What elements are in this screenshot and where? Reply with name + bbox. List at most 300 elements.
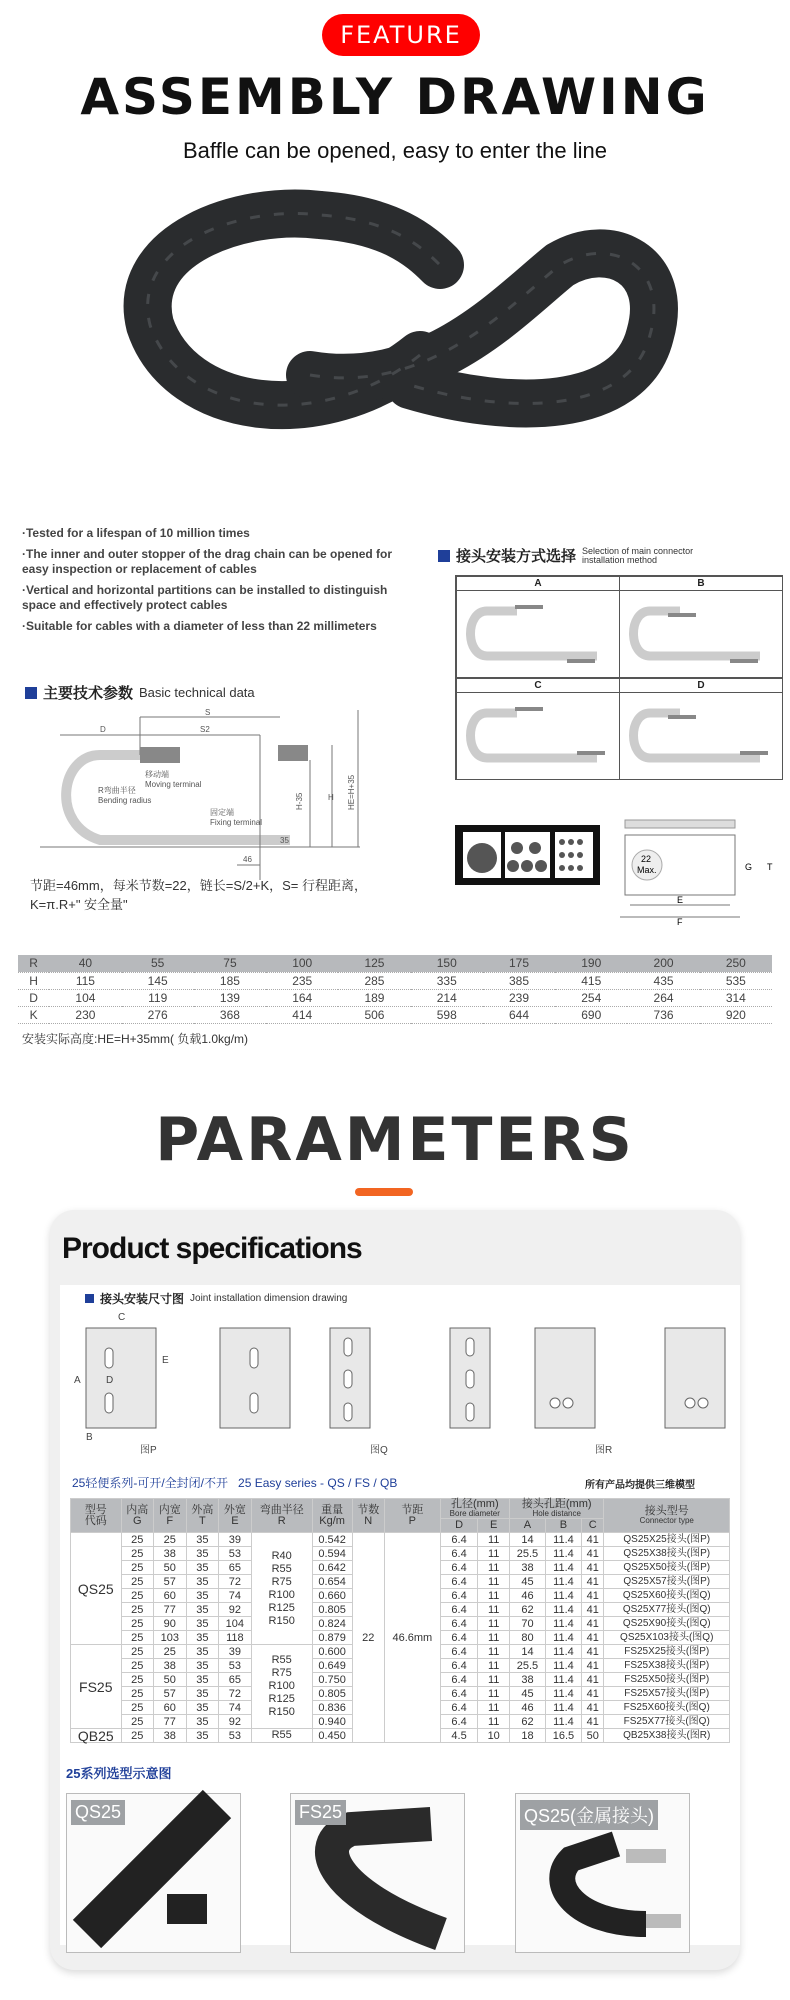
joint-heading — [85, 1290, 347, 1307]
header-text: T — [198, 1514, 206, 1527]
table-cell: 11 — [478, 1589, 510, 1603]
table-cell: 55 — [122, 955, 194, 972]
connector-heading — [438, 545, 693, 566]
table-cell: 35 — [186, 1701, 219, 1715]
spec-table — [70, 1498, 730, 1743]
table-cell: 40 — [49, 955, 121, 972]
table-cell: 6.4 — [440, 1589, 478, 1603]
table-cell: 11.4 — [545, 1561, 581, 1575]
radius-value: R75 — [271, 1575, 292, 1588]
table-cell: K — [18, 1006, 49, 1023]
radius-value: R40 — [271, 1549, 292, 1562]
install-height-note: 安装实际高度:HE=H+35mm( 负载1.0kg/m) — [22, 1032, 249, 1046]
parameters-title: PARAMETERS — [155, 1105, 635, 1175]
table-cell: 10 — [478, 1729, 510, 1743]
table-cell: 25 — [121, 1589, 154, 1603]
dim-c: C — [118, 1312, 126, 1323]
table-cell: 6.4 — [440, 1687, 478, 1701]
table-cell: 25 — [121, 1631, 154, 1645]
table-cell: QS25X57接头(图P) — [604, 1575, 730, 1589]
label-fix-cn: 固定端 — [210, 808, 234, 817]
pitch: 46.6mm — [385, 1533, 441, 1743]
table-cell: 6.4 — [440, 1533, 478, 1547]
model-code: QS25 — [71, 1533, 122, 1645]
table-cell: 25.5 — [509, 1547, 545, 1561]
table-cell: 53 — [219, 1659, 252, 1673]
col-t — [186, 1499, 219, 1533]
table-cell: 11.4 — [545, 1645, 581, 1659]
header-text: P — [408, 1514, 417, 1527]
selection-heading: 25系列选型示意图 — [66, 1766, 172, 1781]
table-cell: 80 — [509, 1631, 545, 1645]
table-cell: D — [18, 989, 49, 1006]
table-cell: 435 — [627, 972, 699, 989]
dim-b: B — [86, 1432, 93, 1443]
formula-line: K=π.R+" 安全量" — [30, 897, 128, 912]
table-cell: 11.4 — [545, 1673, 581, 1687]
table-cell: 35 — [186, 1729, 219, 1743]
table-cell: 506 — [338, 1006, 410, 1023]
table-cell: 57 — [154, 1687, 187, 1701]
formula-text — [30, 876, 367, 914]
radius-value: R150 — [268, 1706, 295, 1718]
table-cell: 6.4 — [440, 1673, 478, 1687]
table-cell: FS25X60接头(图Q) — [604, 1701, 730, 1715]
dim-t: T — [767, 862, 773, 872]
table-cell: 535 — [700, 972, 772, 989]
header-text: 外高 — [191, 1503, 214, 1516]
heading-cn: 接头安装方式选择 — [456, 548, 577, 565]
label-s: S — [205, 708, 211, 717]
table-cell: QS25X38接头(图P) — [604, 1547, 730, 1561]
table-row — [18, 1006, 772, 1023]
feature-item: ·The inner and outer stopper of the drag chain can be opened for easy inspection or replacement of cables — [22, 547, 393, 576]
col-a: A — [509, 1519, 545, 1533]
radius-value: R55 — [271, 1729, 292, 1741]
label-h: H — [328, 793, 334, 802]
table-cell: 6.4 — [440, 1547, 478, 1561]
table-cell: 11 — [478, 1575, 510, 1589]
table-cell: 35 — [186, 1631, 219, 1645]
table-cell: 25 — [121, 1547, 154, 1561]
col-bore — [440, 1499, 509, 1519]
table-cell: 60 — [154, 1589, 187, 1603]
table-cell: 6.4 — [440, 1645, 478, 1659]
table-cell: 25 — [121, 1701, 154, 1715]
table-cell: 25.5 — [509, 1659, 545, 1673]
table-cell: 41 — [581, 1645, 604, 1659]
table-cell: 41 — [581, 1533, 604, 1547]
header-text: 内宽 — [158, 1503, 181, 1516]
label-bend-en: Bending radius — [98, 796, 152, 805]
table-cell: FS25X25接头(图P) — [604, 1645, 730, 1659]
table-cell: QS25X77接头(图Q) — [604, 1603, 730, 1617]
weight-cell: 0.750 — [312, 1673, 352, 1687]
label-s2: S2 — [200, 725, 210, 734]
table-cell: 18 — [509, 1729, 545, 1743]
table-cell: 598 — [411, 1006, 483, 1023]
weight-cell: 0.450 — [312, 1729, 352, 1743]
table-cell: 14 — [509, 1645, 545, 1659]
series-cn: 25轻便系列-可开/全封闭/不开 — [72, 1476, 229, 1490]
table-cell: FS25X77接头(图Q) — [604, 1715, 730, 1729]
table-cell: 6.4 — [440, 1603, 478, 1617]
table-row — [18, 972, 772, 989]
table-cell: 92 — [219, 1715, 252, 1729]
table-cell: QS25X103接头(图Q) — [604, 1631, 730, 1645]
accent-bar — [355, 1188, 413, 1196]
table-cell: 35 — [186, 1533, 219, 1547]
header-text: E — [231, 1514, 239, 1527]
table-cell: QS25X60接头(图Q) — [604, 1589, 730, 1603]
feature-list — [22, 526, 422, 640]
weight-cell: 0.642 — [312, 1561, 352, 1575]
chain-layout-diagram — [457, 693, 617, 779]
radius-value: R100 — [268, 1680, 295, 1692]
table-cell: 62 — [509, 1715, 545, 1729]
connector-option-b — [619, 576, 783, 678]
table-cell: FS25X50接头(图P) — [604, 1673, 730, 1687]
table-cell: 100 — [266, 955, 338, 972]
table-cell: 50 — [154, 1673, 187, 1687]
table-cell: 150 — [411, 955, 483, 972]
table-cell: 11 — [478, 1673, 510, 1687]
table-cell: 6.4 — [440, 1659, 478, 1673]
heading-en: Joint installation dimension drawing — [190, 1293, 348, 1304]
table-cell: 41 — [581, 1687, 604, 1701]
table-cell: 11 — [478, 1659, 510, 1673]
heading-cn: 接头安装尺寸图 — [100, 1292, 185, 1306]
option-label: A — [457, 577, 619, 591]
table-cell: 41 — [581, 1617, 604, 1631]
radius-value: R125 — [268, 1693, 295, 1705]
table-cell: 39 — [219, 1645, 252, 1659]
weight-cell: 0.836 — [312, 1701, 352, 1715]
table-cell: 6.4 — [440, 1617, 478, 1631]
label-46: 46 — [243, 855, 252, 864]
table-cell: 25 — [121, 1575, 154, 1589]
table-cell: 690 — [555, 1006, 627, 1023]
fig-p-label: 图P — [140, 1445, 157, 1456]
formula-line: 节距=46mm，每米节数=22，链长=S/2+K，S= 行程距离， — [30, 878, 368, 893]
table-cell: 385 — [483, 972, 555, 989]
table-cell: 119 — [122, 989, 194, 1006]
label-h35: H-35 — [295, 792, 304, 810]
table-cell: 25 — [121, 1673, 154, 1687]
table-cell: QS25X25接头(图P) — [604, 1533, 730, 1547]
table-cell: 25 — [121, 1659, 154, 1673]
table-cell: 264 — [627, 989, 699, 1006]
table-cell: 77 — [154, 1603, 187, 1617]
col-c: C — [581, 1519, 604, 1533]
table-cell: 11.4 — [545, 1701, 581, 1715]
table-cell: 11.4 — [545, 1659, 581, 1673]
table-cell: 46 — [509, 1589, 545, 1603]
table-cell: 41 — [581, 1659, 604, 1673]
table-cell: 41 — [581, 1631, 604, 1645]
table-row — [18, 989, 772, 1006]
col-b: B — [545, 1519, 581, 1533]
table-cell: 25 — [121, 1617, 154, 1631]
radius-value: R55 — [271, 1654, 292, 1666]
table-cell: 35 — [186, 1547, 219, 1561]
table-cell: 230 — [49, 1006, 121, 1023]
table-cell: 104 — [219, 1617, 252, 1631]
header-sub: Hole distance — [532, 1509, 581, 1518]
weight-cell: 0.805 — [312, 1687, 352, 1701]
table-cell: 25 — [154, 1645, 187, 1659]
table-cell: 72 — [219, 1575, 252, 1589]
option-label: C — [457, 679, 619, 693]
heading-cn: 主要技术参数 — [43, 685, 134, 702]
table-cell: 6.4 — [440, 1575, 478, 1589]
bullet-square-icon — [25, 687, 37, 699]
table-cell: 70 — [509, 1617, 545, 1631]
header-text: 孔径(mm) — [450, 1498, 499, 1510]
table-cell: 11 — [478, 1547, 510, 1561]
chain-layout-diagram — [620, 693, 780, 779]
col-f — [154, 1499, 187, 1533]
table-cell: FS25X38接头(图P) — [604, 1659, 730, 1673]
table-cell: 276 — [122, 1006, 194, 1023]
table-cell: 335 — [411, 972, 483, 989]
table-cell: 185 — [194, 972, 266, 989]
table-cell: 414 — [266, 1006, 338, 1023]
header-text: 外宽 — [223, 1503, 246, 1516]
table-cell: 11 — [478, 1687, 510, 1701]
table-cell: 50 — [581, 1729, 604, 1743]
card-title: Product specifications — [62, 1232, 362, 1265]
table-cell: 189 — [338, 989, 410, 1006]
header-text: 节数 — [357, 1503, 380, 1516]
table-cell: 6.4 — [440, 1631, 478, 1645]
col-connector-type — [604, 1499, 730, 1533]
header-text: Kg/m — [319, 1514, 345, 1527]
weight-cell: 0.594 — [312, 1547, 352, 1561]
fig-q-label: 图Q — [370, 1445, 388, 1456]
page-subtitle: Baffle can be opened, easy to enter the line — [182, 138, 607, 163]
dim-g: G — [745, 862, 753, 872]
table-cell: 16.5 — [545, 1729, 581, 1743]
table-cell: 25 — [154, 1533, 187, 1547]
table-cell: 41 — [581, 1673, 604, 1687]
photo-qs25 — [66, 1793, 241, 1953]
table-cell: 11 — [478, 1631, 510, 1645]
table-cell: 62 — [509, 1603, 545, 1617]
link-count: 22 — [352, 1533, 385, 1743]
header-text: N — [364, 1514, 373, 1527]
table-cell: 38 — [509, 1561, 545, 1575]
weight-cell: 0.824 — [312, 1617, 352, 1631]
table-cell: 11.4 — [545, 1575, 581, 1589]
table-cell: 11 — [478, 1603, 510, 1617]
table-cell: 50 — [154, 1561, 187, 1575]
table-cell: 53 — [219, 1547, 252, 1561]
max-label-sub: Max. — [637, 865, 657, 875]
table-cell: 920 — [700, 1006, 772, 1023]
table-cell: 41 — [581, 1589, 604, 1603]
header-text: R — [277, 1514, 286, 1527]
weight-cell: 0.660 — [312, 1589, 352, 1603]
table-cell: 200 — [627, 955, 699, 972]
table-cell: 38 — [154, 1547, 187, 1561]
table-cell: 72 — [219, 1687, 252, 1701]
radius-table — [18, 955, 772, 1024]
option-label: D — [620, 679, 782, 693]
table-cell: 35 — [186, 1673, 219, 1687]
table-cell: 38 — [509, 1673, 545, 1687]
heading-en-1: Selection of main connector — [582, 545, 694, 556]
table-cell: 25 — [121, 1561, 154, 1575]
table-cell: 644 — [483, 1006, 555, 1023]
weight-cell: 0.940 — [312, 1715, 352, 1729]
header-text: G — [132, 1514, 142, 1527]
table-cell: 11.4 — [545, 1589, 581, 1603]
label-d: D — [100, 725, 106, 734]
3d-model-note: 所有产品均提供三维模型 — [585, 1480, 695, 1491]
table-cell: 285 — [338, 972, 410, 989]
radius-value: R150 — [268, 1614, 295, 1627]
photo-qs25-metal — [515, 1793, 690, 1953]
weight-cell: 0.542 — [312, 1533, 352, 1547]
table-cell: 214 — [411, 989, 483, 1006]
table-cell: 38 — [154, 1729, 187, 1743]
table-cell: 35 — [186, 1645, 219, 1659]
table-cell: FS25X57接头(图P) — [604, 1687, 730, 1701]
table-cell: 11 — [478, 1645, 510, 1659]
table-cell: 25 — [121, 1729, 154, 1743]
table-cell: 736 — [627, 1006, 699, 1023]
table-cell: 115 — [49, 972, 121, 989]
header-text: 接头型号 — [644, 1505, 689, 1517]
table-cell: 139 — [194, 989, 266, 1006]
chain-layout-diagram — [457, 591, 617, 677]
connector-options-grid — [455, 575, 783, 780]
model-code: FS25 — [71, 1645, 122, 1729]
dim-e: E — [677, 895, 684, 905]
feature-item: ·Tested for a lifespan of 10 million times — [22, 526, 250, 540]
table-row — [71, 1533, 730, 1547]
table-cell: 35 — [186, 1715, 219, 1729]
dim-d: D — [106, 1375, 114, 1386]
header-text: 内高 — [126, 1503, 149, 1516]
col-e — [219, 1499, 252, 1533]
table-cell: 35 — [186, 1561, 219, 1575]
table-cell: 254 — [555, 989, 627, 1006]
dim-e: E — [162, 1355, 169, 1366]
label-fix-en: Fixing terminal — [210, 818, 263, 827]
col-n — [352, 1499, 385, 1533]
heading-en-2: installation method — [582, 554, 658, 565]
table-cell: 41 — [581, 1603, 604, 1617]
connector-option-d — [619, 678, 783, 780]
table-cell: 11.4 — [545, 1533, 581, 1547]
label-35: 35 — [280, 836, 289, 845]
table-cell: 35 — [186, 1589, 219, 1603]
page-title: ASSEMBLY DRAWING — [80, 68, 710, 126]
max-diameter-label: 22 — [641, 854, 652, 864]
heading-en: Basic technical data — [139, 685, 255, 700]
table-cell: 250 — [700, 955, 772, 972]
header-text: 重量 — [321, 1503, 344, 1516]
header-text: 型号 — [84, 1503, 107, 1516]
table-cell: 25 — [121, 1715, 154, 1729]
label-moving-cn: 移动端 — [145, 770, 169, 779]
bend-radius-list — [251, 1645, 312, 1729]
table-cell: 11 — [478, 1533, 510, 1547]
table-cell: 41 — [581, 1547, 604, 1561]
fig-r-label: 图R — [595, 1445, 613, 1456]
cross-section-diagrams — [455, 820, 785, 925]
joint-dimension-drawings — [70, 1308, 730, 1458]
table-cell: 11 — [478, 1561, 510, 1575]
header-text: 弯曲半径 — [259, 1503, 304, 1516]
header-text: 接头孔距(mm) — [521, 1498, 592, 1510]
table-cell: 74 — [219, 1701, 252, 1715]
dim-f: F — [677, 917, 683, 927]
table-cell: 39 — [219, 1533, 252, 1547]
table-cell: 41 — [581, 1715, 604, 1729]
weight-cell: 0.600 — [312, 1645, 352, 1659]
table-cell: 41 — [581, 1575, 604, 1589]
header-sub: Connector type — [639, 1516, 694, 1525]
series-en: 25 Easy series - QS / FS / QB — [238, 1476, 398, 1490]
table-cell: 35 — [186, 1687, 219, 1701]
weight-cell: 0.654 — [312, 1575, 352, 1589]
col-p — [385, 1499, 441, 1533]
table-cell: 190 — [555, 955, 627, 972]
table-cell: 38 — [154, 1659, 187, 1673]
table-cell: 6.4 — [440, 1561, 478, 1575]
feature-item: ·Suitable for cables with a diameter of less than 22 millimeters — [22, 619, 377, 633]
table-cell: 239 — [483, 989, 555, 1006]
table-cell: 41 — [581, 1701, 604, 1715]
table-cell: 46 — [509, 1701, 545, 1715]
table-cell: QB25X38接头(图R) — [604, 1729, 730, 1743]
header-row — [71, 1499, 730, 1519]
table-cell: QS25X50接头(图P) — [604, 1561, 730, 1575]
table-cell: 11 — [478, 1715, 510, 1729]
weight-cell: 0.805 — [312, 1603, 352, 1617]
connector-option-a — [456, 576, 620, 678]
table-cell: 25 — [121, 1645, 154, 1659]
table-cell: QS25X90接头(图Q) — [604, 1617, 730, 1631]
radius-value: R75 — [271, 1667, 292, 1679]
table-cell: 77 — [154, 1715, 187, 1729]
photo-tag: QS25 — [71, 1800, 125, 1825]
table-row — [18, 955, 772, 972]
radius-value: R100 — [268, 1588, 295, 1601]
table-cell: 11 — [478, 1617, 510, 1631]
table-cell: 11.4 — [545, 1687, 581, 1701]
table-cell: 235 — [266, 972, 338, 989]
table-cell: 125 — [338, 955, 410, 972]
table-cell: 103 — [154, 1631, 187, 1645]
table-cell: 65 — [219, 1561, 252, 1575]
header-sub: Bore diameter — [449, 1509, 500, 1518]
table-cell: 314 — [700, 989, 772, 1006]
table-cell: 6.4 — [440, 1715, 478, 1729]
photo-fs25 — [290, 1793, 465, 1953]
basic-dimension-diagram — [40, 708, 370, 865]
weight-cell: 0.649 — [312, 1659, 352, 1673]
table-cell: 41 — [581, 1561, 604, 1575]
table-cell: 145 — [122, 972, 194, 989]
table-cell: 53 — [219, 1729, 252, 1743]
table-cell: 368 — [194, 1006, 266, 1023]
table-cell: 35 — [186, 1659, 219, 1673]
table-cell: 35 — [186, 1603, 219, 1617]
